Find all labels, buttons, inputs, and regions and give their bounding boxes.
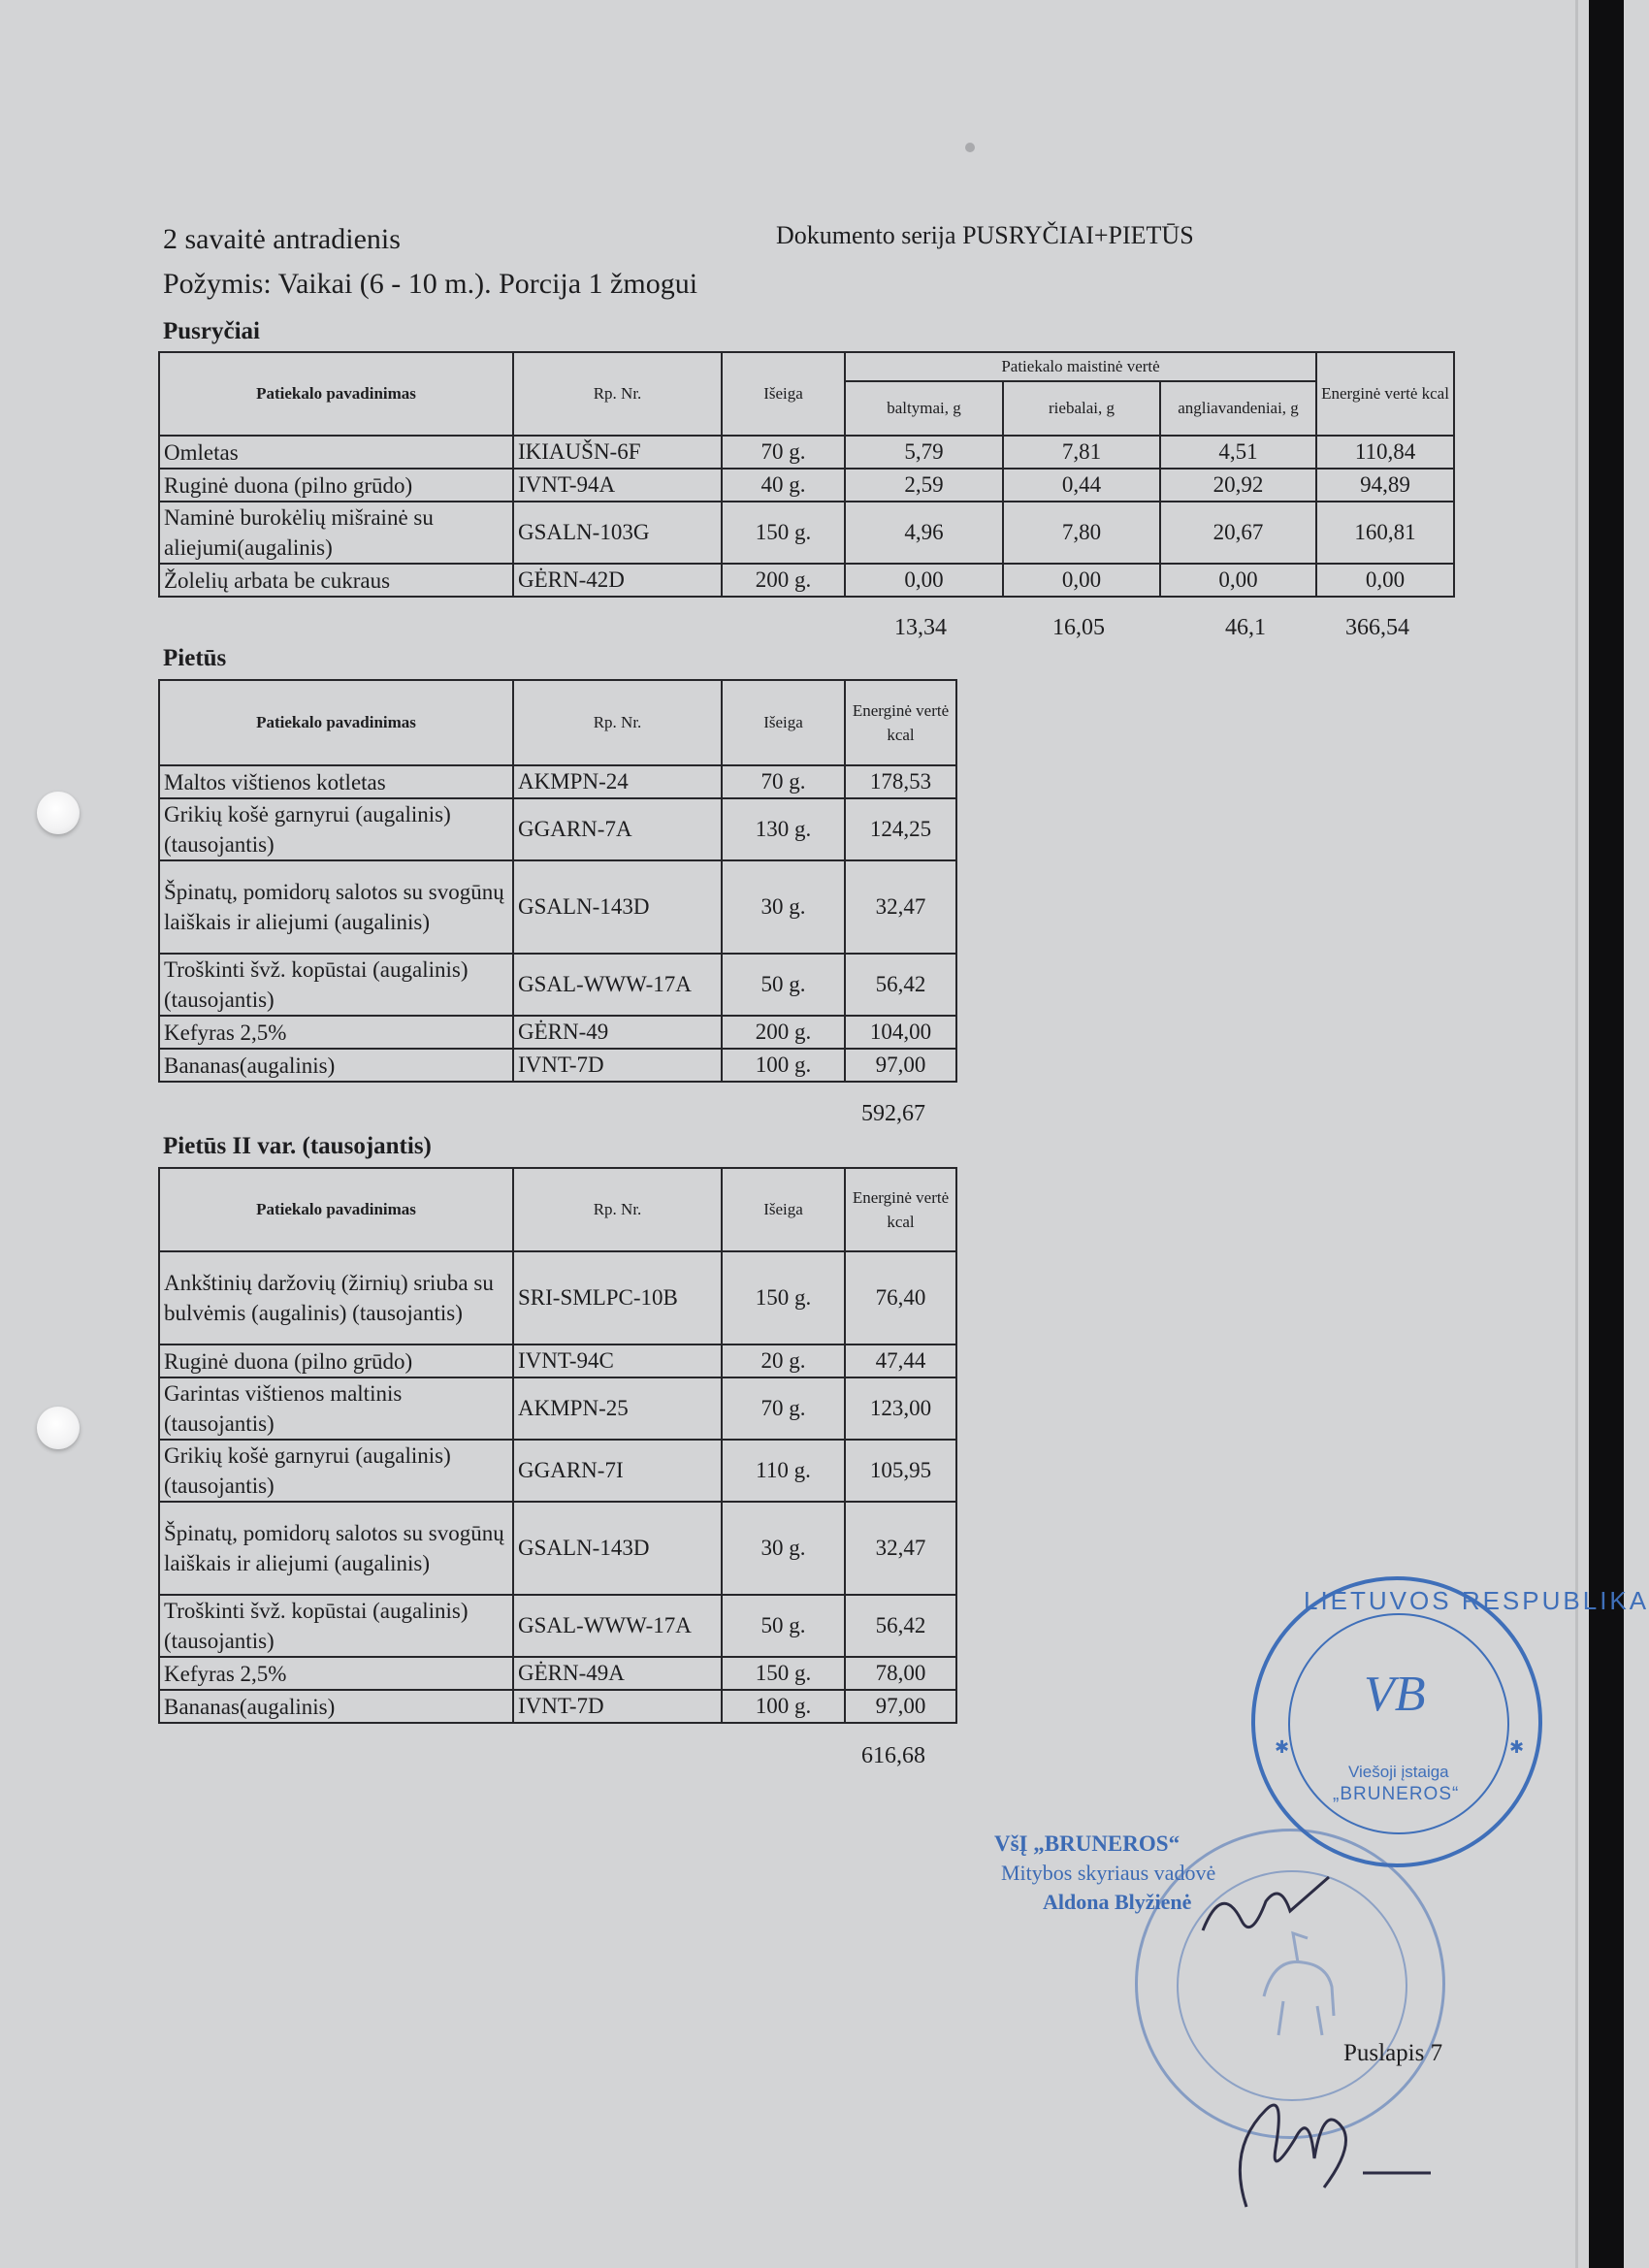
protein-value: 5,79 xyxy=(845,436,1003,469)
carbs-value: 20,67 xyxy=(1160,502,1316,564)
recipe-code: GSAL-WWW-17A xyxy=(513,954,722,1016)
lunch-title: Pietūs xyxy=(163,645,227,671)
breakfast-total-energy: 366,54 xyxy=(1345,615,1409,640)
col-header-name: Patiekalo pavadinimas xyxy=(159,1168,513,1251)
fat-value: 7,80 xyxy=(1003,502,1160,564)
stamp-star-icon: ✱ xyxy=(1509,1737,1525,1757)
dish-yield: 70 g. xyxy=(722,436,845,469)
dish-name: Grikių košė garnyrui (augalinis) (tausojantis) xyxy=(159,1440,513,1502)
stamp-star-icon: ✱ xyxy=(1275,1737,1290,1757)
recipe-code: GSALN-143D xyxy=(513,860,722,954)
energy-value: 56,42 xyxy=(845,1595,956,1657)
lunch-total-energy: 592,67 xyxy=(861,1101,925,1126)
energy-value: 32,47 xyxy=(845,860,956,954)
recipe-code: IVNT-7D xyxy=(513,1690,722,1723)
table-row xyxy=(159,1345,956,1377)
dish-yield: 150 g. xyxy=(722,502,845,564)
col-header-yield: Išeiga xyxy=(722,1168,845,1251)
dish-yield: 30 g. xyxy=(722,1502,845,1595)
recipe-code: GSALN-143D xyxy=(513,1502,722,1595)
carbs-value: 4,51 xyxy=(1160,436,1316,469)
table-row xyxy=(159,1440,956,1502)
fat-value: 0,44 xyxy=(1003,469,1160,502)
table-row xyxy=(159,1502,956,1595)
dish-yield: 110 g. xyxy=(722,1440,845,1502)
breakfast-total-protein: 13,34 xyxy=(894,615,947,640)
signature-role: Mitybos skyriaus vadovė xyxy=(1001,1861,1216,1885)
dish-name: Bananas(augalinis) xyxy=(159,1049,513,1082)
lunch2-table xyxy=(158,1167,957,1724)
recipe-code: AKMPN-24 xyxy=(513,765,722,798)
energy-value: 56,42 xyxy=(845,954,956,1016)
table-row xyxy=(159,765,956,798)
table-row xyxy=(159,860,956,954)
day-title: 2 savaitė antradienis xyxy=(163,223,401,255)
table-row xyxy=(159,954,956,1016)
breakfast-total-carbs: 46,1 xyxy=(1225,615,1266,640)
scan-edge-line xyxy=(1575,0,1578,2268)
col-header-energy: Energinė vertė kcal xyxy=(845,680,956,765)
scan-edge-shadow xyxy=(1589,0,1624,2268)
col-header-code: Rp. Nr. xyxy=(513,680,722,765)
dish-yield: 50 g. xyxy=(722,954,845,1016)
punch-hole-upper xyxy=(37,792,80,834)
institution-stamp xyxy=(1251,1576,1649,1867)
fat-value: 7,81 xyxy=(1003,436,1160,469)
dish-yield: 200 g. xyxy=(722,564,845,597)
recipe-code: IKIAUŠN-6F xyxy=(513,436,722,469)
recipe-code: GĖRN-42D xyxy=(513,564,722,597)
dish-yield: 150 g. xyxy=(722,1657,845,1690)
recipe-code: AKMPN-25 xyxy=(513,1377,722,1440)
col-header-protein: baltymai, g xyxy=(845,381,1003,436)
dish-name: Maltos vištienos kotletas xyxy=(159,765,513,798)
table-row xyxy=(159,798,956,860)
protein-value: 4,96 xyxy=(845,502,1003,564)
col-header-energy: Energinė vertė kcal xyxy=(1316,352,1454,436)
table-row xyxy=(159,1657,956,1690)
energy-value: 78,00 xyxy=(845,1657,956,1690)
col-header-yield: Išeiga xyxy=(722,680,845,765)
dish-name: Žolelių arbata be cukraus xyxy=(159,564,513,597)
energy-value: 76,40 xyxy=(845,1251,956,1345)
dish-name: Kefyras 2,5% xyxy=(159,1016,513,1049)
dish-name: Omletas xyxy=(159,436,513,469)
dish-name: Troškinti švž. kopūstai (augalinis) (tausojantis) xyxy=(159,954,513,1016)
table-row xyxy=(159,1377,956,1440)
col-header-name: Patiekalo pavadinimas xyxy=(159,680,513,765)
punch-hole-lower xyxy=(37,1407,80,1449)
recipe-code: IVNT-94C xyxy=(513,1345,722,1377)
protein-value: 2,59 xyxy=(845,469,1003,502)
energy-value: 94,89 xyxy=(1316,469,1454,502)
protein-value: 0,00 xyxy=(845,564,1003,597)
dish-name: Ankštinių daržovių (žirnių) sriuba su bulvėmis (augalinis) (tausojantis) xyxy=(159,1251,513,1345)
dish-yield: 50 g. xyxy=(722,1595,845,1657)
dish-yield: 130 g. xyxy=(722,798,845,860)
col-header-code: Rp. Nr. xyxy=(513,1168,722,1251)
fat-value: 0,00 xyxy=(1003,564,1160,597)
recipe-code: GGARN-7A xyxy=(513,798,722,860)
col-header-yield: Išeiga xyxy=(722,352,845,436)
recipe-code: GSALN-103G xyxy=(513,502,722,564)
signature-org: VšĮ „BRUNEROS“ xyxy=(994,1831,1180,1856)
stamp-line1: Viešoji įstaiga xyxy=(1348,1763,1449,1781)
dish-yield: 70 g. xyxy=(722,765,845,798)
page-number: Puslapis 7 xyxy=(1343,2040,1443,2066)
table-row xyxy=(159,1251,956,1345)
scan-speck xyxy=(965,143,975,152)
col-header-nutrition: Patiekalo maistinė vertė xyxy=(845,352,1316,381)
recipe-code: IVNT-94A xyxy=(513,469,722,502)
dish-yield: 150 g. xyxy=(722,1251,845,1345)
table-row xyxy=(159,502,1454,564)
dish-name: Naminė burokėlių mišrainė su aliejumi(augalinis) xyxy=(159,502,513,564)
dish-name: Bananas(augalinis) xyxy=(159,1690,513,1723)
table-row xyxy=(159,469,1454,502)
stamp-ring-text: LIETUVOS RESPUBLIKA xyxy=(1304,1586,1649,1615)
stamp-line2: „BRUNEROS“ xyxy=(1333,1784,1460,1804)
lunch2-title: Pietūs II var. (tausojantis) xyxy=(163,1133,432,1159)
dish-yield: 70 g. xyxy=(722,1377,845,1440)
lunch2-total-energy: 616,68 xyxy=(861,1743,925,1768)
dish-name: Špinatų, pomidorų salotos su svogūnų laiškais ir aliejumi (augalinis) xyxy=(159,1502,513,1595)
energy-value: 123,00 xyxy=(845,1377,956,1440)
energy-value: 97,00 xyxy=(845,1690,956,1723)
stamp-monogram: VB xyxy=(1364,1667,1426,1722)
breakfast-total-fat: 16,05 xyxy=(1052,615,1105,640)
dish-yield: 40 g. xyxy=(722,469,845,502)
col-header-energy: Energinė vertė kcal xyxy=(845,1168,956,1251)
energy-value: 178,53 xyxy=(845,765,956,798)
recipe-code: GGARN-7I xyxy=(513,1440,722,1502)
carbs-value: 20,92 xyxy=(1160,469,1316,502)
recipe-code: GĖRN-49A xyxy=(513,1657,722,1690)
energy-value: 110,84 xyxy=(1316,436,1454,469)
dish-yield: 20 g. xyxy=(722,1345,845,1377)
target-group: Požymis: Vaikai (6 - 10 m.). Porcija 1 žmogui xyxy=(163,268,698,300)
document-series: Dokumento serija PUSRYČIAI+PIETŪS xyxy=(776,221,1194,249)
recipe-code: GSAL-WWW-17A xyxy=(513,1595,722,1657)
col-header-name: Patiekalo pavadinimas xyxy=(159,352,513,436)
table-row xyxy=(159,1016,956,1049)
handwritten-signature-top xyxy=(1193,1872,1348,1960)
table-row xyxy=(159,1049,956,1082)
col-header-fat: riebalai, g xyxy=(1003,381,1160,436)
energy-value: 105,95 xyxy=(845,1440,956,1502)
col-header-code: Rp. Nr. xyxy=(513,352,722,436)
col-header-carbs: angliavandeniai, g xyxy=(1160,381,1316,436)
energy-value: 0,00 xyxy=(1316,564,1454,597)
energy-value: 124,25 xyxy=(845,798,956,860)
handwritten-signature-bottom xyxy=(1208,2071,1440,2226)
dish-name: Troškinti švž. kopūstai (augalinis) (tausojantis) xyxy=(159,1595,513,1657)
dish-name: Ruginė duona (pilno grūdo) xyxy=(159,1345,513,1377)
table-row xyxy=(159,1690,956,1723)
breakfast-title: Pusryčiai xyxy=(163,318,260,344)
carbs-value: 0,00 xyxy=(1160,564,1316,597)
breakfast-table xyxy=(158,351,1455,598)
recipe-code: IVNT-7D xyxy=(513,1049,722,1082)
energy-value: 160,81 xyxy=(1316,502,1454,564)
recipe-code: SRI-SMLPC-10B xyxy=(513,1251,722,1345)
dish-yield: 200 g. xyxy=(722,1016,845,1049)
dish-name: Špinatų, pomidorų salotos su svogūnų laiškais ir aliejumi (augalinis) xyxy=(159,860,513,954)
table-row xyxy=(159,436,1454,469)
dish-yield: 100 g. xyxy=(722,1049,845,1082)
dish-name: Ruginė duona (pilno grūdo) xyxy=(159,469,513,502)
dish-yield: 100 g. xyxy=(722,1690,845,1723)
energy-value: 32,47 xyxy=(845,1502,956,1595)
recipe-code: GĖRN-49 xyxy=(513,1016,722,1049)
table-row xyxy=(159,564,1454,597)
dish-name: Kefyras 2,5% xyxy=(159,1657,513,1690)
energy-value: 97,00 xyxy=(845,1049,956,1082)
dish-name: Grikių košė garnyrui (augalinis) (tausojantis) xyxy=(159,798,513,860)
dish-name: Garintas vištienos maltinis (tausojantis) xyxy=(159,1377,513,1440)
dish-yield: 30 g. xyxy=(722,860,845,954)
energy-value: 104,00 xyxy=(845,1016,956,1049)
table-row xyxy=(159,1595,956,1657)
signature-person: Aldona Blyžienė xyxy=(1043,1890,1192,1914)
energy-value: 47,44 xyxy=(845,1345,956,1377)
lunch-table xyxy=(158,679,957,1083)
